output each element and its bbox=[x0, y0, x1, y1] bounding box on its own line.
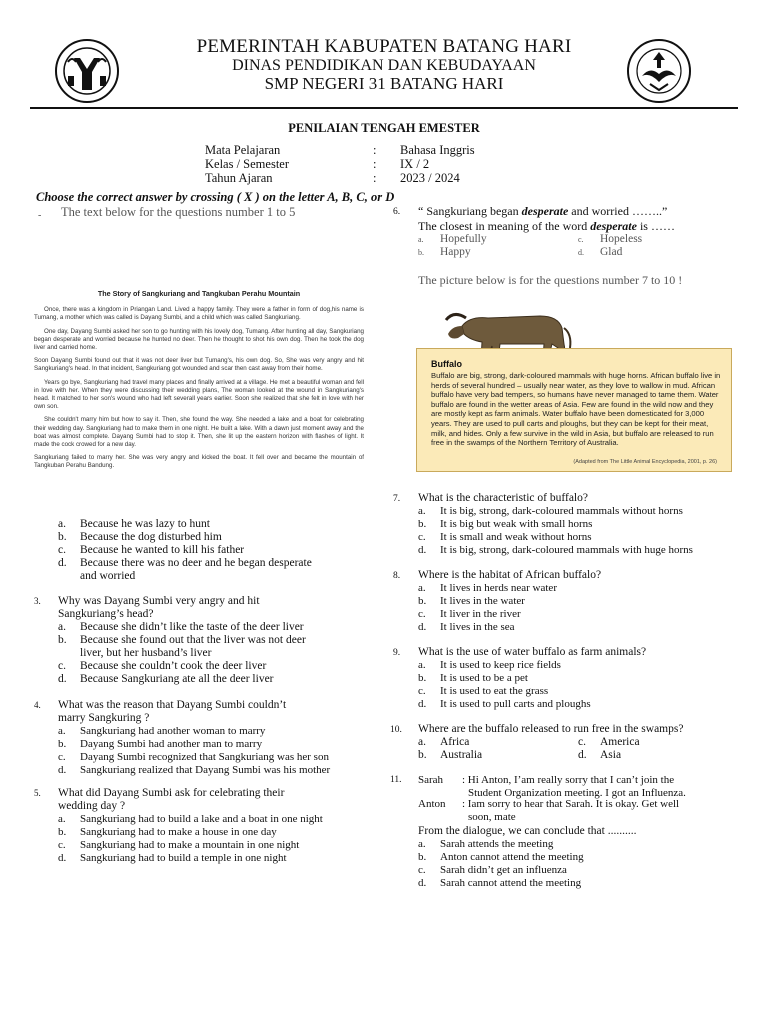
q1-options bbox=[58, 518, 378, 583]
q5-number: 5. bbox=[34, 788, 41, 798]
option-d: d. It is used to pull carts and ploughs bbox=[418, 698, 591, 710]
option-c: c. Because she couldn’t cook the deer liver bbox=[58, 660, 267, 672]
option-b: b. It lives in the water bbox=[418, 595, 525, 607]
option-c: c. Dayang Sumbi recognized that Sangkuriang was her son bbox=[58, 751, 329, 763]
dialogue-line: soon, mate bbox=[468, 811, 516, 823]
question-text: What was the reason that Dayang Sumbi couldn’t bbox=[58, 699, 287, 711]
q10-option-b: b. Australia bbox=[418, 749, 483, 761]
option-c: c. It liver in the river bbox=[418, 608, 521, 620]
q10-option-d: d. Asia bbox=[578, 749, 622, 761]
dialogue-line: Student Organization meeting. I got an Influenza. bbox=[468, 787, 686, 799]
option-d: d. Because Sangkuriang ate all the deer liver bbox=[58, 673, 274, 685]
q10-text: Where are the buffalo released to run free in the swamps? bbox=[418, 723, 684, 735]
q6-option-b: b. Happy bbox=[418, 246, 471, 258]
story-title: The Story of Sangkuriang and Tangkuban Perahu Mountain bbox=[97, 289, 301, 298]
option-a: a. Sangkuriang had another woman to marry bbox=[58, 725, 266, 737]
speaker-anton: Anton bbox=[418, 798, 446, 810]
story-intro: The text below for the questions number 1 to 5 bbox=[61, 205, 296, 219]
dialogue-line: : Iam sorry to hear that Sarah. It is okay. Get well bbox=[462, 798, 680, 810]
q6-option-c: c. Hopeless bbox=[578, 233, 643, 245]
option-d: d. Sangkuriang had to build a temple in one night bbox=[58, 852, 287, 864]
q3 bbox=[58, 595, 368, 686]
header-divider bbox=[30, 107, 738, 109]
option-d: d. It is big, strong, dark-coloured mammals with huge horns bbox=[418, 544, 693, 556]
question-text: What is the characteristic of buffalo? bbox=[418, 492, 588, 504]
option-d-cont: and worried bbox=[80, 570, 136, 582]
option-b: b. Dayang Sumbi had another man to marry bbox=[58, 738, 263, 750]
header-department: DINAS PENDIDIKAN DAN KEBUDAYAAN bbox=[232, 57, 536, 74]
q9-number: 9. bbox=[393, 648, 401, 658]
option-b: b. It is used to be a pet bbox=[418, 672, 528, 684]
dialogue-line: : Hi Anton, I’am really sorry that I can’t join the bbox=[462, 774, 675, 786]
instruction: Choose the correct answer by crossing ( X ) on the letter A, B, C, or D bbox=[36, 190, 395, 204]
q9 bbox=[418, 646, 748, 711]
question-text: The closest in meaning of the word desperate is …… bbox=[418, 219, 675, 233]
meta-class-label: Kelas / Semester bbox=[205, 157, 290, 171]
option-d: d. It lives in the sea bbox=[418, 621, 515, 633]
question-text: marry Sangkuring ? bbox=[58, 712, 150, 724]
option-b-cont: liver, but her husband’s liver bbox=[80, 647, 212, 659]
q6-option-a: a. Hopefully bbox=[418, 233, 487, 245]
option-b: b. Because the dog disturbed him bbox=[58, 531, 222, 543]
meta-year-label: Tahun Ajaran bbox=[205, 171, 273, 185]
meta-year-value: 2023 / 2024 bbox=[400, 171, 460, 185]
q3-number: 3. bbox=[34, 596, 41, 606]
header-school: SMP NEGERI 31 BATANG HARI bbox=[264, 74, 504, 93]
q8 bbox=[418, 569, 748, 634]
story-paragraph: Years go bye, Sangkuriang had travel many places and finally arrived at a village. He met a beautiful woman and fell in love with her. When they were discussing their wedding plans, The woman looked at the wound in Sangkuriang's head. It matched to her son's wound who had left severall years earlier. Soon she realized that she felt in love with her own son. bbox=[34, 378, 364, 411]
meta-sep: : bbox=[373, 157, 377, 171]
q6-number: 6. bbox=[393, 207, 401, 217]
q6 bbox=[418, 204, 748, 234]
meta-subject-label: Mata Pelajaran bbox=[205, 143, 281, 157]
q10-number: 10. bbox=[390, 725, 402, 735]
meta-sep: : bbox=[373, 143, 377, 157]
q10-option-a: a. Africa bbox=[418, 736, 470, 748]
meta-subject-value: Bahasa Inggris bbox=[400, 143, 475, 157]
option-d: d. Sangkuriang realized that Dayang Sumbi was his mother bbox=[58, 764, 331, 776]
option-a: a. Sangkuriang had to build a lake and a boat in one night bbox=[58, 813, 323, 825]
question-text: Why was Dayang Sumbi very angry and hit bbox=[58, 595, 260, 607]
option-a: a. It is big, strong, dark-coloured mammals without horns bbox=[418, 505, 683, 517]
story-paragraph: One day, Dayang Sumbi asked her son to go hunting with his lovely dog, Tumang. After hunting all day, Sangkuriang began desperate and worried because he hunted no deer. Then he thought to shot his own dog. Then he took the dog liver and carried home. bbox=[34, 327, 364, 352]
q7 bbox=[418, 492, 748, 557]
option-b: b. Sangkuriang had to make a house in one day bbox=[58, 826, 277, 838]
buffalo-source: (Adapted from The Little Animal Encyclopedia, 2001, p. 26) bbox=[573, 459, 717, 465]
option-c: c. Sarah didn’t get an influenza bbox=[418, 864, 567, 876]
option-a: a. It lives in herds near water bbox=[418, 582, 557, 594]
q5 bbox=[58, 787, 378, 865]
option-a: a. It is used to keep rice fields bbox=[418, 659, 561, 671]
story-passage bbox=[34, 290, 364, 476]
q7-number: 7. bbox=[393, 494, 401, 504]
question-text: wedding day ? bbox=[58, 800, 126, 812]
option-c: c. Because he wanted to kill his father bbox=[58, 544, 245, 556]
question-text: What is the use of water buffalo as farm animals? bbox=[418, 646, 647, 658]
question-text: “ Sangkuriang began desperate and worried ……..” bbox=[418, 204, 668, 218]
story-paragraph: Once, there was a kingdom in Priangan Land. Lived a happy family. They were a father in form of dog,his name is Tumang, a mother which was called is Dayang Sumbi, and a child which was called Sangkuriang. bbox=[34, 306, 364, 322]
option-d: d. Sarah cannot attend the meeting bbox=[418, 877, 582, 889]
story-paragraph: Sangkuriang failed to marry her. She was very angry and kicked the boat. It fell over and became the mountain of Tangkuban Perahu Bandung. bbox=[34, 454, 364, 470]
picture-intro: The picture below is for the questions number 7 to 10 ! bbox=[418, 273, 683, 287]
option-a: a. Because he was lazy to hunt bbox=[58, 518, 210, 530]
meta-class-value: IX / 2 bbox=[400, 157, 430, 171]
q4-number: 4. bbox=[34, 700, 41, 710]
meta-sep: : bbox=[373, 171, 377, 185]
question-text: What did Dayang Sumbi ask for celebrating their bbox=[58, 787, 285, 799]
buffalo-info-box bbox=[416, 348, 732, 472]
question-text: Where is the habitat of African buffalo? bbox=[418, 569, 602, 581]
question-text: Sangkuriang’s head? bbox=[58, 608, 154, 620]
option-d: d. Because there was no deer and he began desperate bbox=[58, 557, 312, 569]
q6-option-d: d. Glad bbox=[578, 246, 623, 258]
q11-number: 11. bbox=[390, 775, 402, 785]
story-paragraph: She couldn't marry him but how to say it. Then, she found the way. She needed a lake and a boat for celebrating their wedding day. Sangkuriang had to make them in one night. He built a lake. With a dawn just moment away and the boat was almost complete. Dayang Sumbi had to stop it. Then, she lit up the eastern horizon with flashes of light. It made the cock crowed for a new day. bbox=[34, 416, 364, 449]
buffalo-title: Buffalo bbox=[431, 359, 462, 369]
buffalo-text: Buffalo are big, strong, dark-coloured mammals with huge horns. African buffalo live in herds of several hundred – usually near water, as they love to wallow in mud. African buffalo have very bad tempers, so humans have never managed to tame them. Water buffalo are found in the wetter areas of Asia. Few are found in the wild now and they are mostly kept as farm animals. Water buffalo have been domesticated for 3,000 years. They are used to pull carts and ploughs, but they can be kept for their meat, milk, and hides. Only a few survive in the wild in Asia, but buffalo are released to run free in the swamps of the Northern Territory of Australia. bbox=[431, 371, 721, 448]
speaker-sarah: Sarah bbox=[418, 774, 444, 786]
option-c: c. Sangkuriang had to make a mountain in one night bbox=[58, 839, 300, 851]
story-paragraph: Soon Dayang Sumbi found out that it was not deer liver but Tumang's, his own dog. So, She was very angry and hit Sangkuriang's head. In that incident, Sangkuriang got wounded and scar then cast away from their home. bbox=[34, 357, 364, 373]
option-b: b. Because she found out that the liver was not deer bbox=[58, 634, 306, 646]
q11-prompt: From the dialogue, we can conclude that .......... bbox=[418, 825, 637, 837]
q11-options bbox=[418, 838, 748, 890]
q8-number: 8. bbox=[393, 571, 401, 581]
q4 bbox=[58, 699, 378, 777]
bullet: - bbox=[38, 210, 42, 221]
option-b: b. Anton cannot attend the meeting bbox=[418, 851, 584, 863]
option-c: c. It is small and weak without horns bbox=[418, 531, 592, 543]
option-a: a. Sarah attends the meeting bbox=[418, 838, 554, 850]
q10-option-c: c. America bbox=[578, 736, 640, 748]
header-government: PEMERINTAH KABUPATEN BATANG HARI bbox=[196, 36, 572, 57]
option-a: a. Because she didn’t like the taste of the deer liver bbox=[58, 621, 304, 633]
option-b: b. It is big but weak with small horns bbox=[418, 518, 593, 530]
exam-title: PENILAIAN TENGAH EMESTER bbox=[288, 121, 480, 135]
option-c: c. It is used to eat the grass bbox=[418, 685, 549, 697]
